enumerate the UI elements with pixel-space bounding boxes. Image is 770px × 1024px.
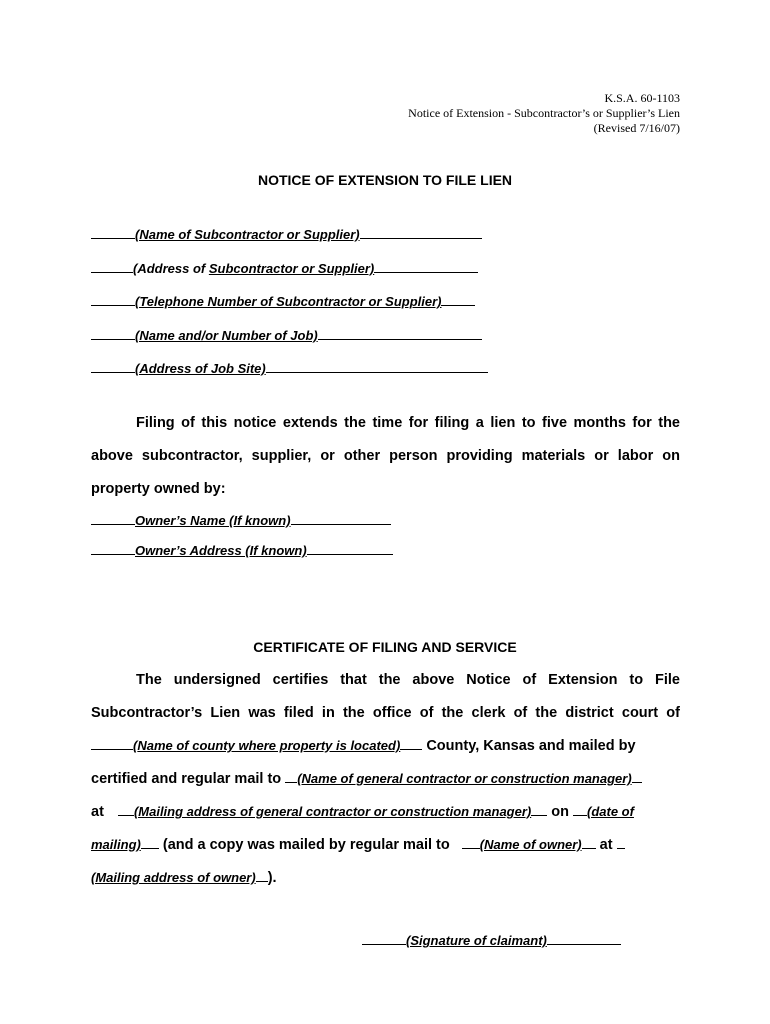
statute-header [408,91,680,136]
gc-field[interactable]: (Name of general contractor or construction manager) [297,771,632,786]
field-job-address[interactable]: (Address of Job Site) [91,361,488,376]
date-field[interactable]: (date of [587,804,634,819]
county-field[interactable]: Name of county where property is located) [137,738,401,753]
form-subtitle: Notice of Extension - Subcontractor’s or Supplier’s Lien [408,106,680,120]
filing-line-3: property owned by: [91,481,226,497]
revision-date: (Revised 7/16/07) [593,121,680,135]
certificate-line-owner-mailing: (Mailing address of owner) ). [91,870,277,886]
certificate-line-mailing: at (Mailing address of general contractor or construction manager) on (date of [91,804,634,820]
certificate-line-copy: mailing) (and a copy was mailed by regular mail to (Name of owner) at [91,837,680,853]
filing-line-2: above subcontractor, supplier, or other person providing materials or labor on [91,448,680,464]
certificate-line-county: (Name of county where property is located) County, Kansas and mailed by [91,738,680,754]
field-owner-address[interactable]: Owner’s Address (If known) [91,543,393,558]
certificate-line-1: The undersigned certifies that the above Notice of Extension to File [136,672,680,688]
certificate-line-gc: certified and regular mail to (Name of general contractor or construction manager) [91,771,680,787]
field-owner-name[interactable]: Owner’s Name (If known) [91,513,391,528]
signature-line[interactable]: (Signature of claimant) [362,933,621,948]
field-address-subcontractor[interactable]: (Address of Subcontractor or Supplier) [91,261,478,276]
filing-line-1: Filing of this notice extends the time for filing a lien to five months for the [136,415,680,431]
field-job-name[interactable]: (Name and/or Number of Job) [91,328,482,343]
date-field-cont[interactable]: mailing) [91,837,141,852]
statute-reference: K.S.A. 60-1103 [604,91,680,105]
field-phone-subcontractor[interactable]: (Telephone Number of Subcontractor or Supplier) [91,294,475,309]
certificate-line-2: Subcontractor’s Lien was filed in the office of the clerk of the district court of [91,705,680,721]
field-name-subcontractor[interactable]: (Name of Subcontractor or Supplier) [91,227,482,242]
page-title: NOTICE OF EXTENSION TO FILE LIEN [257,172,513,188]
gc-mailing-field[interactable]: (Mailing address of general contractor or construction manager) [133,804,532,819]
owner-mailing-field[interactable]: (Mailing address of owner) [91,870,256,885]
certificate-title: CERTIFICATE OF FILING AND SERVICE [253,639,517,655]
owner-name-field[interactable]: (Name of owner) [479,837,582,852]
